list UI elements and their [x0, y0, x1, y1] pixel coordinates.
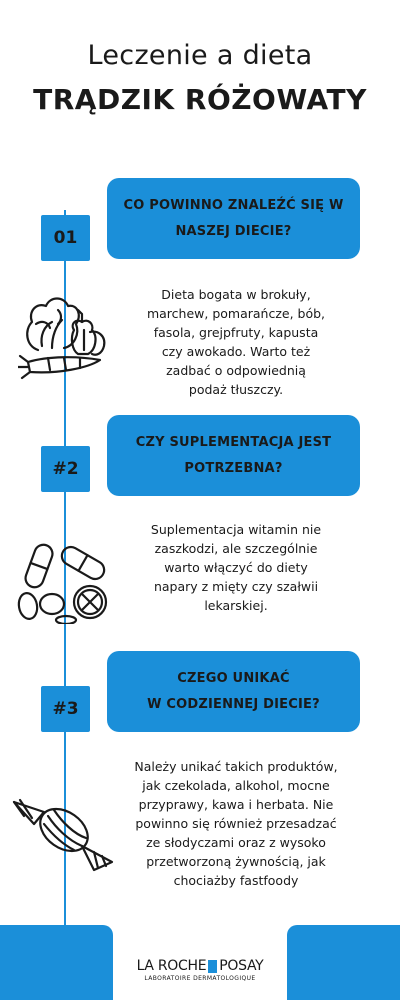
step-3-body-line: chociażby fastfoody: [173, 873, 299, 888]
step-1-body-line: zadbać o odpowiednią: [166, 363, 306, 378]
vegetables-icon: [18, 290, 114, 384]
step-2-body-line: zaszkodzi, ale szczególnie: [154, 541, 318, 556]
logo-square-icon: [208, 960, 217, 973]
step-2-body: [128, 520, 344, 615]
step-2-body-line: warto włączyć do diety: [164, 560, 308, 575]
logo-text-part1: LA ROCHE: [136, 958, 207, 974]
step-1-heading-line2: NASZEJ DIECIE?: [175, 223, 292, 239]
step-3-body-line: przetworzoną żywnością, jak: [146, 854, 326, 869]
step-1-body-line: Dieta bogata w brokuły,: [161, 287, 311, 302]
step-2-heading-line1: CZY SUPLEMENTACJA JEST: [135, 434, 332, 450]
pills-icon: [16, 542, 114, 624]
footer-right-block: [287, 925, 400, 1000]
step-1-badge: 01: [41, 215, 90, 261]
step-2-body-line: lekarskiej.: [204, 598, 268, 613]
step-3-badge: #3: [41, 686, 90, 732]
step-3-body-line: ze słodyczami oraz z wysoko: [146, 835, 326, 850]
page-title-line1: Leczenie a dieta: [87, 40, 313, 71]
step-1-body-line: czy awokado. Warto też: [161, 344, 311, 359]
candy-icon: [10, 772, 116, 872]
step-2-body-line: Suplementacja witamin nie: [150, 522, 322, 537]
step-3-heading-line1: CZEGO UNIKAĆ: [177, 670, 290, 686]
step-3-heading: [107, 651, 360, 732]
step-1-body: [128, 285, 344, 399]
brand-logo: [135, 958, 265, 982]
logo-text-part2: POSAY: [219, 958, 264, 974]
step-3-body-line: powinno się również przesadzać: [135, 816, 337, 831]
step-3-body-line: jak czekolada, alkohol, mocne: [142, 778, 330, 793]
step-1-heading-line1: CO POWINNO ZNALEŹĆ SIĘ W: [123, 197, 344, 213]
step-3-heading-line2: W CODZIENNEJ DIECIE?: [147, 696, 320, 712]
step-2-heading-line2: POTRZEBNA?: [184, 460, 283, 476]
step-2-badge: #2: [41, 446, 90, 492]
step-1-body-line: marchew, pomarańcze, bób,: [146, 306, 326, 321]
footer-left-block: [0, 925, 113, 1000]
step-3-body-line: Należy unikać takich produktów,: [134, 759, 338, 774]
step-3-body: [120, 757, 352, 890]
step-1-body-line: podaż tłuszczy.: [188, 382, 284, 397]
logo-subtitle: LABORATOIRE DERMATOLOGIQUE: [144, 975, 256, 982]
step-1-body-line: fasola, grejpfruty, kapusta: [153, 325, 319, 340]
step-2-heading: [107, 415, 360, 496]
step-2-body-line: napary z mięty czy szałwii: [153, 579, 319, 594]
page-title-line2: TRĄDZIK RÓŻOWATY: [33, 83, 367, 116]
step-1-heading: [107, 178, 360, 259]
step-3-body-line: przyprawy, kawa i herbata. Nie: [138, 797, 334, 812]
